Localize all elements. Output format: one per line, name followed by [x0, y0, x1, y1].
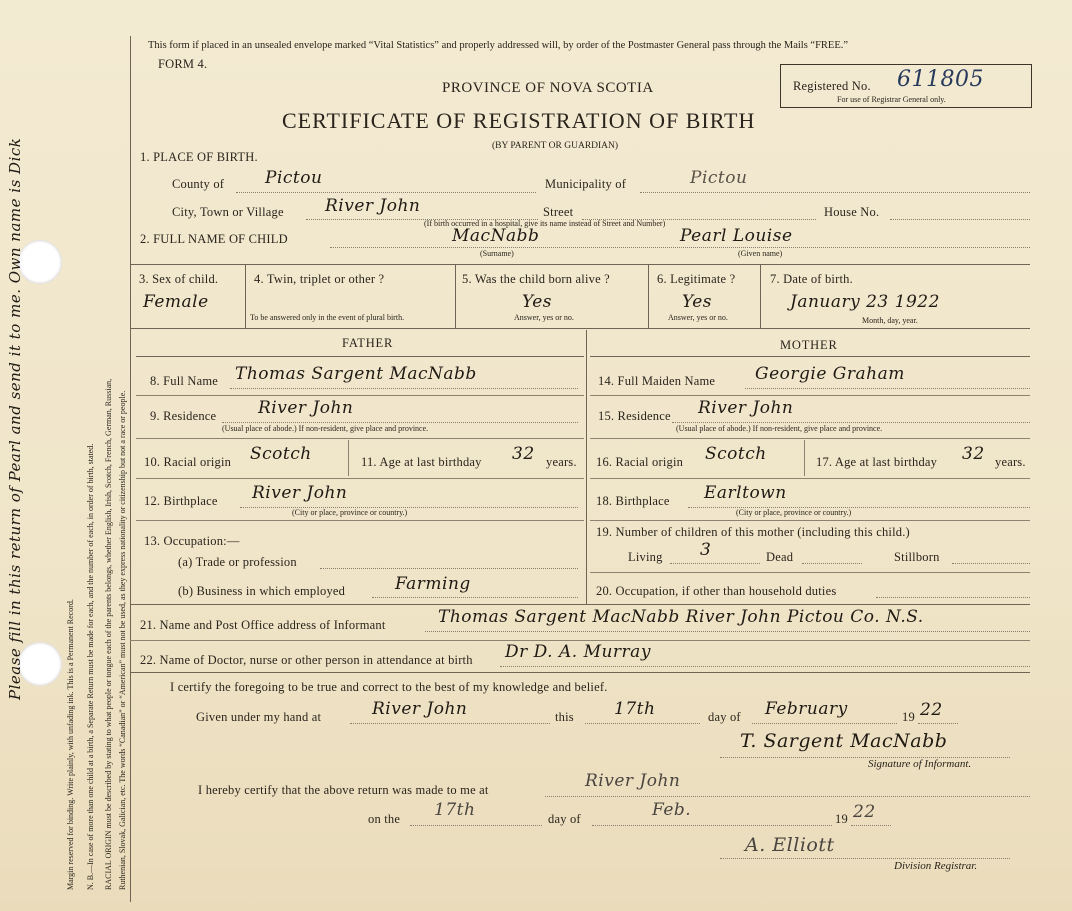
sex-value: Female: [143, 292, 209, 312]
punch-hole-top: [18, 240, 62, 284]
mother-birthplace-note: (City or place, province or country.): [736, 508, 852, 517]
place-of-birth-label: 1. PLACE OF BIRTH.: [140, 150, 258, 164]
occupation-label: 13. Occupation:—: [144, 534, 240, 548]
mother-heading: MOTHER: [780, 338, 838, 352]
municipality-value: Pictou: [690, 168, 748, 188]
father-birthplace-note: (City or place, province or country.): [292, 508, 408, 517]
date-of-birth-value: January 23 1922: [790, 292, 940, 312]
registrar-place-value: River John: [585, 771, 681, 791]
city-value: River John: [325, 196, 421, 216]
given-year-prefix: 19: [902, 710, 915, 724]
mother-years-label: years.: [995, 455, 1026, 469]
registered-number: 611805: [897, 67, 984, 92]
alive-note: Answer, yes or no.: [514, 313, 574, 322]
mother-residence-label: 15. Residence: [598, 409, 671, 423]
business-value: Farming: [395, 574, 471, 594]
father-residence-note: (Usual place of abode.) If non-resident, give place and province.: [222, 424, 429, 433]
mother-racial-label: 16. Racial origin: [596, 455, 684, 469]
registered-label: Registered No.: [793, 79, 871, 93]
mother-birthplace-label: 18. Birthplace: [596, 494, 670, 508]
informant-signature-label: Signature of Informant.: [868, 758, 972, 770]
dead-label: Dead: [766, 550, 794, 564]
sex-label: 3. Sex of child.: [139, 272, 219, 286]
father-age-value: 32: [512, 444, 535, 464]
margin-racial-note-1: RACIAL ORIGIN must be described by stating to what people or tongue each of the parents belongs, whether English, Irish, Scotch, French, German, Russian,: [104, 378, 113, 890]
house-number-label: House No.: [824, 205, 880, 219]
father-birthplace-value: River John: [252, 483, 348, 503]
twin-label: 4. Twin, triplet or other ?: [254, 272, 385, 286]
given-month-value: February: [765, 699, 848, 719]
left-border-line: [130, 36, 131, 902]
registrar-on-label: on the: [368, 812, 401, 826]
father-residence-value: River John: [258, 398, 354, 418]
date-of-birth-label: 7. Date of birth.: [770, 272, 853, 286]
registered-note: For use of Registrar General only.: [837, 95, 946, 104]
mother-age-label: 17. Age at last birthday: [816, 455, 938, 469]
father-name-label: 8. Full Name: [150, 374, 219, 388]
surname-note: (Surname): [480, 249, 514, 258]
father-birthplace-label: 12. Birthplace: [144, 494, 218, 508]
mother-residence-note: (Usual place of abode.) If non-resident, give place and province.: [676, 424, 883, 433]
mother-racial-value: Scotch: [705, 444, 767, 464]
child-surname: MacNabb: [452, 226, 540, 246]
given-under-label: Given under my hand at: [196, 710, 322, 724]
mother-age-value: 32: [962, 444, 985, 464]
certify-statement: I certify the foregoing to be true and correct to the best of my knowledge and belief.: [170, 680, 608, 694]
children-count-label: 19. Number of children of this mother (including this child.): [596, 525, 910, 539]
date-of-birth-note: Month, day, year.: [862, 316, 918, 325]
city-label: City, Town or Village: [172, 205, 284, 219]
street-label: Street: [543, 205, 574, 219]
registrar-statement: I hereby certify that the above return was made to me at: [198, 783, 489, 797]
parents-divider: [586, 330, 587, 604]
father-name-value: Thomas Sargent MacNabb: [235, 364, 477, 384]
certificate-subtitle: (BY PARENT OR GUARDIAN): [492, 141, 619, 151]
mother-occupation-label: 20. Occupation, if other than household duties: [596, 584, 837, 598]
legitimate-value: Yes: [682, 292, 713, 312]
this-label: this: [555, 710, 574, 724]
child-given-name: Pearl Louise: [680, 226, 793, 246]
twin-note: To be answered only in the event of plural birth.: [250, 313, 405, 322]
legitimate-note: Answer, yes or no.: [668, 313, 728, 322]
registrar-signature: A. Elliott: [745, 834, 835, 856]
living-value: 3: [700, 540, 712, 560]
margin-binding-note: Margin reserved for binding. Write plainly, with unfading ink. This is a Permanent Record.: [66, 599, 75, 890]
living-label: Living: [628, 550, 663, 564]
form-number: FORM 4.: [158, 57, 208, 71]
certificate-title: CERTIFICATE OF REGISTRATION OF BIRTH: [282, 108, 756, 133]
mother-name-label: 14. Full Maiden Name: [598, 374, 716, 388]
doctor-value: Dr D. A. Murray: [505, 642, 651, 662]
given-day-value: 17th: [614, 699, 656, 719]
father-heading: FATHER: [342, 336, 394, 350]
margin-nb-note: N. B.—In case of more than one child at a birth, a Separate Return must be made for each, and the number of each, in order of birth, stated.: [86, 443, 95, 890]
alive-label: 5. Was the child born alive ?: [462, 272, 610, 286]
given-place-value: River John: [372, 699, 468, 719]
facts-top-line: [130, 264, 1030, 265]
registrar-signature-label: Division Registrar.: [894, 860, 978, 872]
facts-bottom-line: [130, 328, 1030, 329]
given-year-value: 22: [920, 700, 943, 720]
informant-value: Thomas Sargent MacNabb River John Pictou Co. N.S.: [438, 607, 924, 627]
business-label: (b) Business in which employed: [178, 584, 346, 598]
county-value: Pictou: [265, 168, 323, 188]
margin-racial-note-2: Ruthenian, Slovak, Galician, etc. The words “Canadian” or “American” must not be used, as they express nationality or citizenship but not a race or people.: [118, 390, 127, 890]
registrar-year-value: 22: [853, 802, 876, 822]
county-label: County of: [172, 177, 225, 191]
street-note: (If birth occurred in a hospital, give its name instead of Street and Number): [424, 219, 666, 228]
father-racial-value: Scotch: [250, 444, 312, 464]
alive-value: Yes: [522, 292, 553, 312]
father-age-label: 11. Age at last birthday: [361, 455, 482, 469]
mother-birthplace-value: Earltown: [704, 483, 787, 503]
province-heading: PROVINCE OF NOVA SCOTIA: [442, 80, 654, 96]
father-years-label: years.: [546, 455, 577, 469]
father-residence-label: 9. Residence: [150, 409, 217, 423]
child-name-label: 2. FULL NAME OF CHILD: [140, 232, 288, 246]
informant-label: 21. Name and Post Office address of Informant: [140, 618, 386, 632]
punch-hole-bottom: [18, 642, 62, 686]
margin-handwritten-note: Please fill in this return of Pearl and send it to me. Own name is Dick: [6, 137, 24, 700]
stillborn-label: Stillborn: [894, 550, 940, 564]
registrar-day-value: 17th: [434, 800, 476, 820]
registrar-year-prefix: 19: [835, 812, 848, 826]
given-name-note: (Given name): [738, 249, 783, 258]
mother-residence-value: River John: [698, 398, 794, 418]
trade-label: (a) Trade or profession: [178, 555, 297, 569]
legitimate-label: 6. Legitimate ?: [657, 272, 736, 286]
postal-notice: This form if placed in an unsealed envelope marked “Vital Statistics” and properly addressed will, by order of the Postmaster General pass through the Mails “FREE.”: [148, 40, 849, 51]
informant-signature: T. Sargent MacNabb: [740, 730, 948, 752]
registrar-dayof-label: day of: [548, 812, 581, 826]
given-dayof-label: day of: [708, 710, 741, 724]
registered-box: [780, 64, 1032, 108]
registrar-month-value: Feb.: [652, 800, 692, 820]
municipality-label: Municipality of: [545, 177, 627, 191]
father-racial-label: 10. Racial origin: [144, 455, 232, 469]
mother-name-value: Georgie Graham: [755, 364, 905, 384]
doctor-label: 22. Name of Doctor, nurse or other person in attendance at birth: [140, 653, 473, 667]
